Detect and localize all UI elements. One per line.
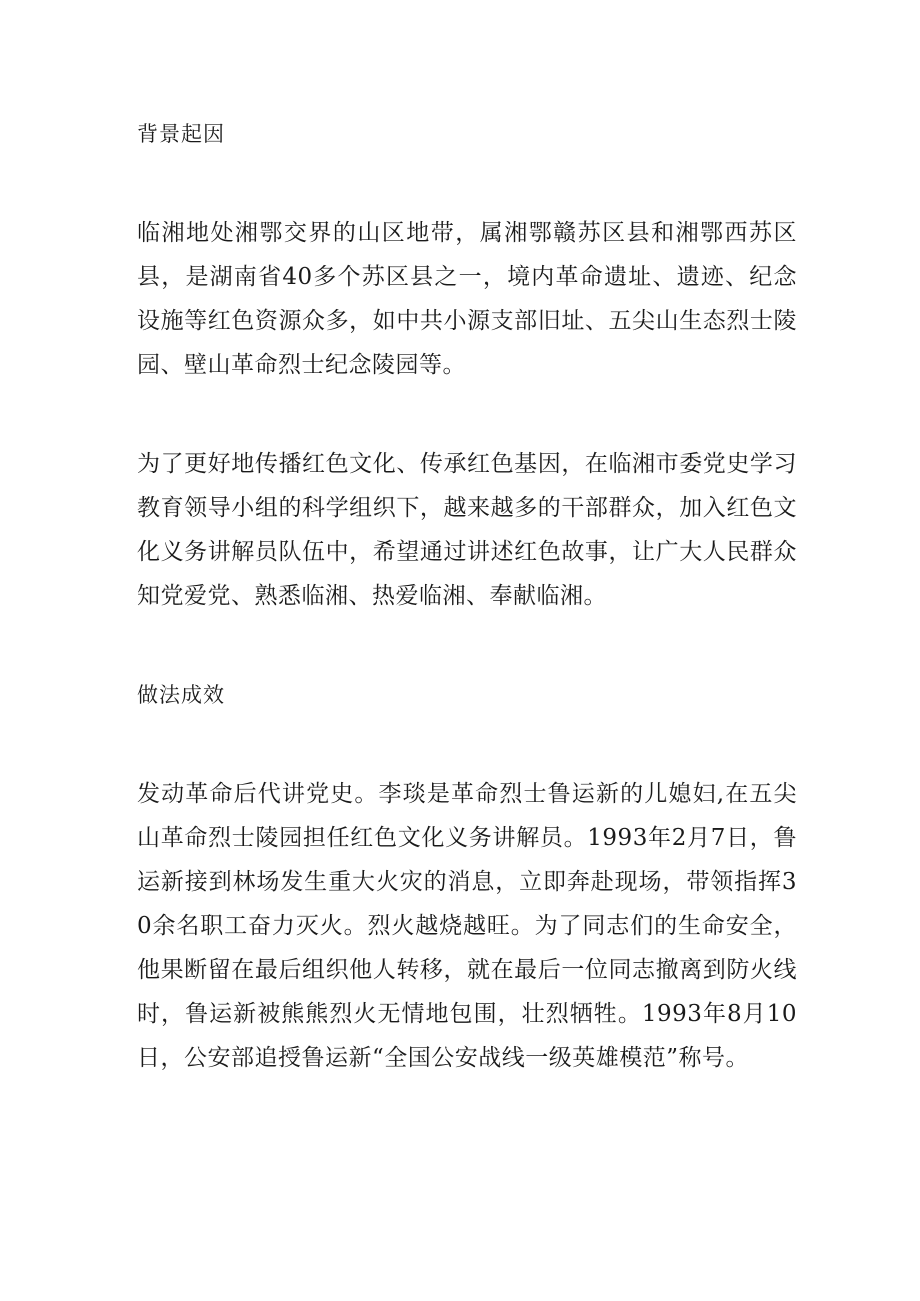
section-heading-background: 背景起因 [137,122,225,146]
section-heading-measures: 做法成效 [137,683,225,707]
spacer [137,156,797,211]
document-body [137,112,797,1080]
spacer [137,387,797,442]
spacer [137,717,797,772]
paragraph-background-1: 临湘地处湘鄂交界的山区地带，属湘鄂赣苏区县和湘鄂西苏区县，是湖南省40多个苏区县之一，境内革命遗址、遗迹、纪念设施等红色资源众多，如中共小源支部旧址、五尖山生态烈士陵园、壁山革命烈士纪念陵园等。 [137,220,797,378]
spacer [137,618,797,673]
paragraph-measures-1: 发动革命后代讲党史。李琰是革命烈士鲁运新的儿媳妇,在五尖山革命烈士陵园担任红色文化义务讲解员。1993年2月7日，鲁运新接到林场发生重大火灾的消息，立即奔赴现场，带领指挥30余名职工奋力灭火。烈火越烧越旺。为了同志们的生命安全，他果断留在最后组织他人转移，就在最后一位同志撤离到防火线时，鲁运新被熊熊烈火无情地包围，壮烈牺牲。1993年8月10日，公安部追授鲁运新“全国公安战线一级英雄模范”称号。 [137,781,797,1071]
paragraph-background-2: 为了更好地传播红色文化、传承红色基因，在临湘市委党史学习教育领导小组的科学组织下，越来越多的干部群众，加入红色文化义务讲解员队伍中，希望通过讲述红色故事，让广大人民群众知党爱党、熟悉临湘、热爱临湘、奉献临湘。 [137,451,797,609]
